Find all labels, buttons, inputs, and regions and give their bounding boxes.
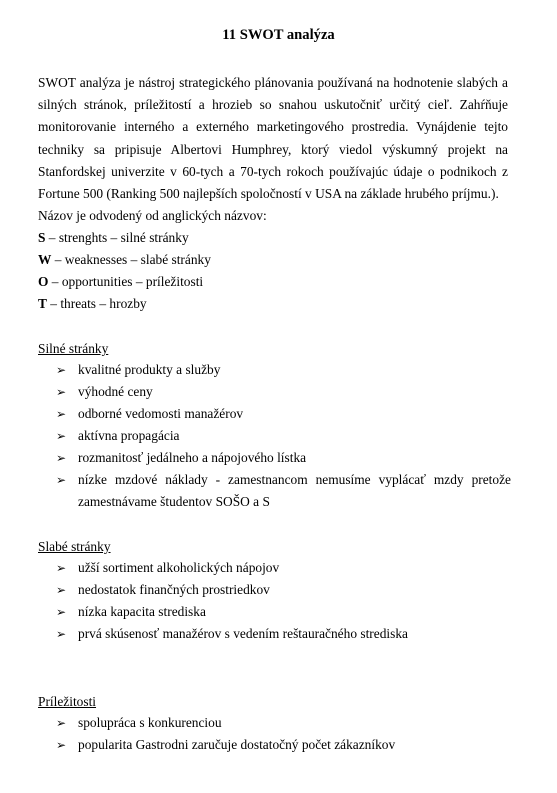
list-item-text: výhodné ceny [78, 384, 153, 399]
arrow-bullet-icon: ➢ [56, 473, 67, 487]
swot-letter: S [38, 230, 46, 245]
list-item [56, 734, 511, 756]
list-item-text: spolupráca s konkurenciou [78, 715, 222, 730]
swot-letter-row [38, 273, 508, 291]
arrow-bullet-icon: ➢ [56, 363, 67, 377]
weaknesses-heading: Slabé stránky [38, 539, 111, 554]
arrow-bullet-icon: ➢ [56, 716, 67, 730]
list-item-text: prvá skúsenosť manažérov s vedením reštauračného strediska [78, 626, 408, 641]
arrow-bullet-icon: ➢ [56, 561, 67, 575]
swot-letter-text: – threats – hrozby [46, 296, 147, 311]
arrow-bullet-icon: ➢ [56, 738, 67, 752]
arrow-bullet-icon: ➢ [56, 407, 67, 421]
arrow-bullet-icon: ➢ [56, 583, 67, 597]
swot-letter-text: – strenghts – silné stránky [45, 230, 189, 245]
list-item-text: nedostatok finančných prostriedkov [78, 582, 270, 597]
arrow-bullet-icon: ➢ [56, 451, 67, 465]
list-item [56, 579, 511, 601]
list-item [56, 381, 511, 403]
arrow-bullet-icon: ➢ [56, 627, 67, 641]
list-item-text: nízke mzdové náklady - zamestnancom nemusíme vyplácať mzdy pretože zamestnávame študentov SOŠO a S [78, 472, 511, 509]
swot-letter: O [38, 274, 49, 289]
swot-letter: W [38, 252, 52, 267]
list-item-text: kvalitné produkty a služby [78, 362, 221, 377]
swot-letter-text: – opportunities – príležitosti [48, 274, 204, 289]
arrow-bullet-icon: ➢ [56, 429, 67, 443]
arrow-bullet-icon: ➢ [56, 605, 67, 619]
list-item-text: popularita Gastrodni zaručuje dostatočný počet zákazníkov [78, 737, 396, 752]
swot-letter-row [38, 229, 508, 247]
list-item-text: užší sortiment alkoholických nápojov [78, 560, 280, 575]
list-item [56, 403, 511, 425]
swot-letter: T [38, 296, 47, 311]
swot-letter-row [38, 295, 508, 313]
swot-letter-row [38, 251, 508, 269]
list-item [56, 557, 511, 579]
list-item-text: odborné vedomosti manažérov [78, 406, 244, 421]
swot-letter-text: – weaknesses – slabé stránky [51, 252, 211, 267]
list-item-text: nízka kapacita strediska [78, 604, 206, 619]
opportunities-heading: Príležitosti [38, 694, 97, 709]
list-item [56, 359, 511, 381]
list-item-text: aktívna propagácia [78, 428, 180, 443]
list-item [56, 469, 511, 513]
list-item [56, 623, 511, 645]
page-title: 11 SWOT analýza [222, 27, 335, 43]
list-item [56, 425, 511, 447]
list-item [56, 601, 511, 623]
strengths-heading: Silné stránky [38, 341, 109, 356]
intro-paragraph: SWOT analýza je nástroj strategického plánovania používaná na hodnotenie slabých a silných stránok, príležitostí a hrozieb so snahou uskutočniť určitý cieľ. Zahŕňuje monitorovanie interného a externého marketingového prostredia. Vynájdenie tejto techniky sa pripisuje Albertovi Humphrey, ktorý viedol výskumný projekt na Stanfordskej univerzite v 60-tych a 70-tych rokoch používajúc údaje o podnikoch z Fortune 500 (Ranking 500 najlepších spoločností v USA na základe hrubého príjmu.). [38, 75, 508, 202]
list-item [56, 712, 511, 734]
list-item [56, 447, 511, 469]
arrow-bullet-icon: ➢ [56, 385, 67, 399]
list-item-text: rozmanitosť jedálneho a nápojového lístka [78, 450, 307, 465]
name-origin-line: Názov je odvodený od anglických názvov: [38, 208, 267, 223]
